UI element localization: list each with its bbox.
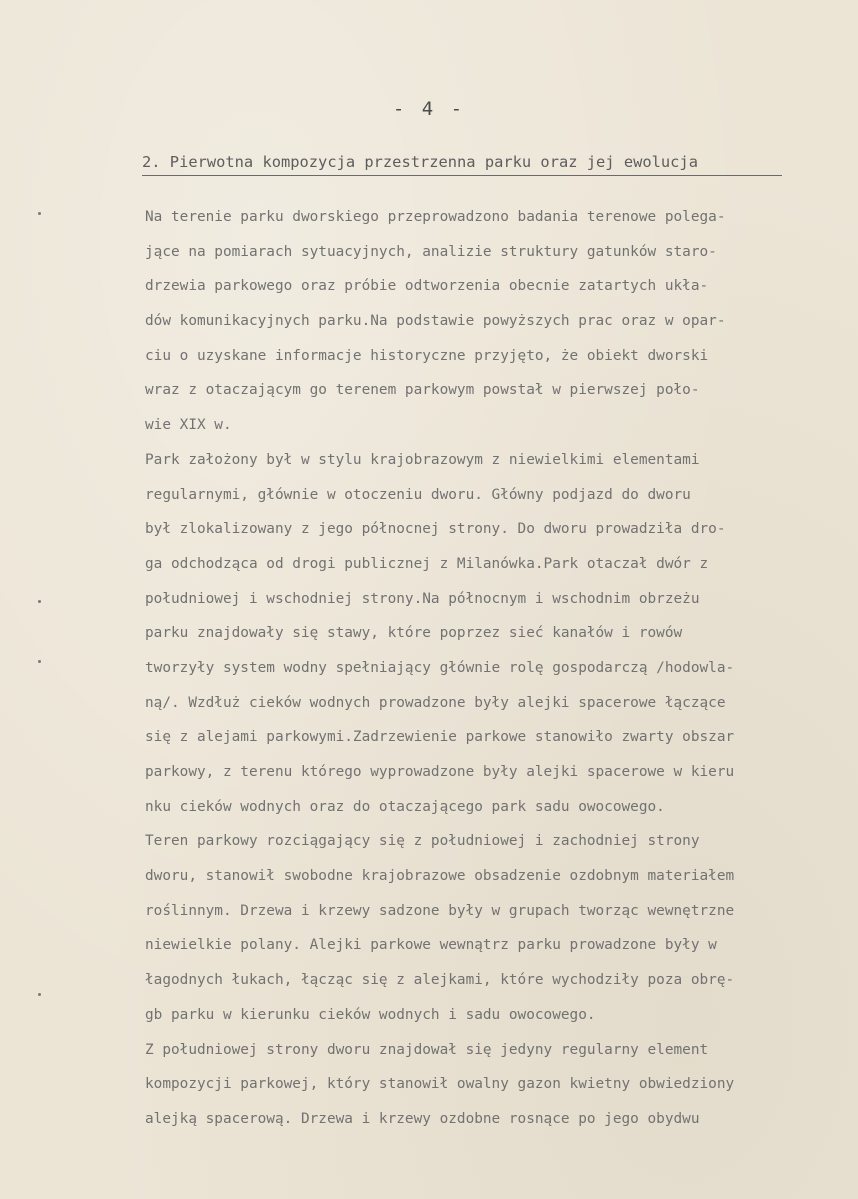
text-line: nku cieków wodnych oraz do otaczającego park sadu owocowego. — [145, 798, 665, 815]
text-line: dów komunikacyjnych parku.Na podstawie powyższych prac oraz w opar- — [145, 313, 726, 330]
margin-mark — [38, 993, 41, 996]
text-line: jące na pomiarach sytuacyjnych, analizie struktury gatunków staro- — [145, 243, 717, 260]
text-line: wie XIX w. — [145, 417, 232, 434]
section-heading: 2. Pierwotna kompozycja przestrzenna parku oraz jej ewolucja — [142, 153, 782, 176]
text-line: się z alejami parkowymi.Zadrzewienie parkowe stanowiło zwarty obszar — [145, 729, 735, 746]
text-line: gb parku w kierunku cieków wodnych i sadu owocowego. — [145, 1006, 596, 1023]
page-number: - 4 - — [392, 98, 466, 120]
text-line: Teren parkowy rozciągający się z południowej i zachodniej strony — [145, 833, 700, 850]
text-line: roślinnym. Drzewa i krzewy sadzone były w grupach tworząc wewnętrzne — [145, 902, 735, 919]
text-line: ciu o uzyskane informacje historyczne przyjęto, że obiekt dworski — [145, 347, 709, 364]
margin-mark — [38, 212, 41, 215]
text-line: ną/. Wzdłuż cieków wodnych prowadzone były alejki spacerowe łączące — [145, 694, 726, 711]
text-line: Z południowej strony dworu znajdował się jedyny regularny element — [145, 1041, 709, 1058]
text-line: był zlokalizowany z jego północnej strony. Do dworu prowadziła dro- — [145, 521, 726, 538]
text-line: alejką spacerową. Drzewa i krzewy ozdobne rosnące po jego obydwu — [145, 1110, 700, 1127]
margin-mark — [38, 660, 41, 663]
text-line: Na terenie parku dworskiego przeprowadzono badania terenowe polega- — [145, 209, 726, 225]
text-line: parku znajdowały się stawy, które poprzez sieć kanałów i rowów — [145, 625, 683, 642]
text-line: niewielkie polany. Alejki parkowe wewnątrz parku prowadzone były w — [145, 937, 717, 954]
text-line: parkowy, z terenu którego wyprowadzone były alejki spacerowe w kieru — [145, 764, 735, 780]
text-line: kompozycji parkowej, który stanowił owalny gazon kwietny obwiedziony — [145, 1076, 735, 1093]
text-line: dworu, stanowił swobodne krajobrazowe obsadzenie ozdobnym materiałem — [145, 868, 735, 885]
text-line: południowej i wschodniej strony.Na północnym i wschodnim obrzeżu — [145, 590, 700, 607]
text-line: drzewia parkowego oraz próbie odtworzenia obecnie zatartych ukła- — [145, 278, 709, 295]
margin-mark — [38, 600, 41, 603]
body-text — [145, 200, 857, 1137]
text-line: wraz z otaczającym go terenem parkowym powstał w pierwszej poło- — [145, 382, 700, 399]
text-line: Park założony był w stylu krajobrazowym z niewielkimi elementami — [145, 451, 700, 468]
text-line: regularnymi, głównie w otoczeniu dworu. Główny podjazd do dworu — [145, 486, 691, 503]
text-line: łagodnych łukach, łącząc się z alejkami, które wychodziły poza obrę- — [145, 972, 735, 989]
text-line: ga odchodząca od drogi publicznej z Milanówka.Park otaczał dwór z — [145, 555, 709, 572]
text-line: tworzyły system wodny spełniający głównie rolę gospodarczą /hodowla- — [145, 659, 735, 676]
